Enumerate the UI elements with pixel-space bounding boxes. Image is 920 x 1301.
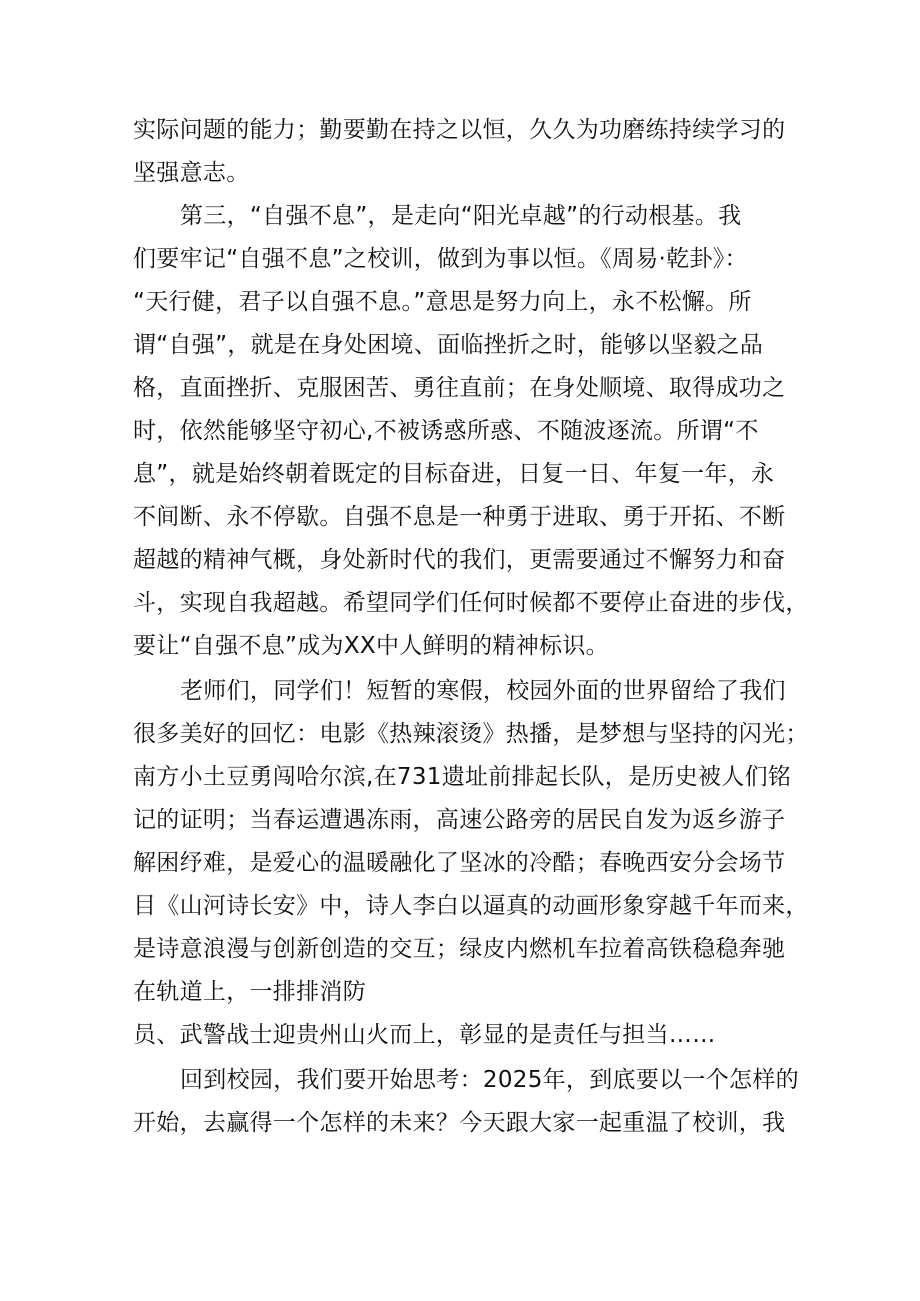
text-line: 不间断、永不停歇。自强不息是一种勇于进取、勇于开拓、不断 bbox=[133, 504, 786, 530]
text-line: 解困纾难，是爱心的温暖融化了坚冰的冷酷；春晚西安分会场节 bbox=[133, 850, 786, 876]
text-line: “天行健，君子以自强不息。”意思是努力向上，永不松懈。所 bbox=[133, 289, 752, 315]
text-line: 是诗意浪漫与创新创造的交互；绿皮内燃机车拉着高铁稳稳奔驰 bbox=[133, 936, 786, 962]
text-line: 记的证明；当春运遭遇冻雨，高速公路旁的居民自发为返乡游子 bbox=[133, 807, 786, 833]
text-line: 超越的精神气概，身处新时代的我们，更需要通过不懈努力和奋 bbox=[133, 547, 786, 573]
text-line: 很多美好的回忆：电影《热辣滚烫》热播，是梦想与坚持的闪光； bbox=[133, 721, 809, 747]
paragraph-start-line: 老师们，同学们！短暂的寒假，校园外面的世界留给了我们 bbox=[180, 678, 786, 704]
paragraph-start-line: 回到校园，我们要开始思考：2025年，到底要以一个怎样的 bbox=[180, 1067, 799, 1093]
text-line: 员、武警战士迎贵州山火而上，彰显的是责任与担当…… bbox=[133, 1022, 716, 1048]
text-line: 在轨道上，一排排消防 bbox=[133, 979, 366, 1005]
paragraph-start-line: 第三，“自强不息”，是走向“阳光卓越”的行动根基。我 bbox=[180, 203, 742, 229]
text-line: 们要牢记“自强不息”之校训，做到为事以恒。《周易·乾卦》： bbox=[133, 246, 748, 272]
text-line: 目《山河诗长安》中，诗人李白以逼真的动画形象穿越千年而来， bbox=[133, 893, 809, 919]
text-line: 南方小土豆勇闯哈尔滨,在731遗址前排起长队，是历史被人们铭 bbox=[133, 764, 792, 790]
text-line: 斗，实现自我超越。希望同学们任何时候都不要停止奋进的步伐， bbox=[133, 590, 809, 616]
text-line: 要让“自强不息”成为XX中人鲜明的精神标识。 bbox=[133, 633, 609, 659]
text-line: 实际问题的能力；勤要勤在持之以恒，久久为功磨练持续学习的 bbox=[133, 117, 786, 143]
text-line: 开始，去赢得一个怎样的未来？今天跟大家一起重温了校训，我 bbox=[133, 1110, 786, 1136]
text-line: 谓“自强”，就是在身处困境、面临挫折之时，能够以坚毅之品 bbox=[133, 332, 764, 358]
text-line: 坚强意志。 bbox=[133, 160, 250, 186]
text-line: 时，依然能够坚守初心,不被诱惑所惑、不随波逐流。所谓“不 bbox=[133, 418, 759, 444]
text-line: 格，直面挫折、克服困苦、勇往直前；在身处顺境、取得成功之 bbox=[133, 375, 786, 401]
text-line: 息”，就是始终朝着既定的目标奋进，日复一日、年复一年，永 bbox=[133, 461, 775, 487]
